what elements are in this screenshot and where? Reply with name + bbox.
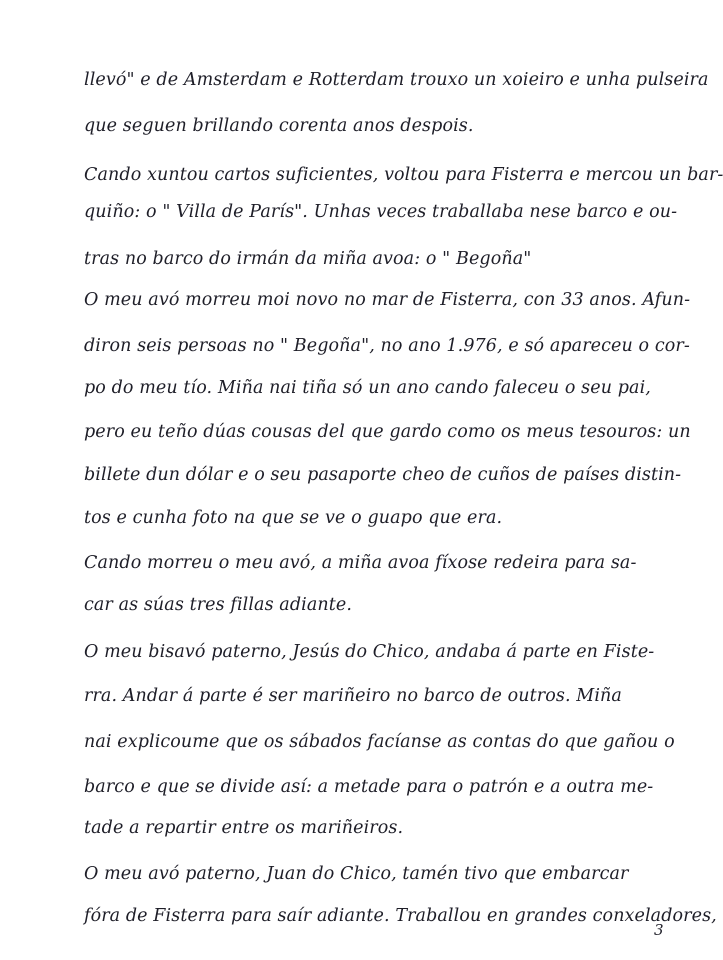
text-line-16: nai explicoume que os sábados facíanse as contas do que gañou o (84, 732, 675, 752)
text-line-8: po do meu tío. Miña nai tiña só un ano cando faleceu o seu pai, (84, 378, 651, 398)
text-line-19: O meu avó paterno, Juan do Chico, tamén tivo que embarcar (84, 864, 629, 884)
text-line-2: que seguen brillando corenta anos despois. (84, 116, 474, 136)
text-line-4: quiño: o " Villa de París". Unhas veces traballaba nese barco e ou- (84, 202, 678, 222)
text-line-20: fóra de Fisterra para saír adiante. Traballou en grandes conxeladores, (84, 906, 717, 926)
text-line-14: O meu bisavó paterno, Jesús do Chico, andaba á parte en Fiste- (84, 642, 655, 662)
text-line-11: tos e cunha foto na que se ve o guapo que era. (84, 508, 503, 528)
text-line-15: rra. Andar á parte é ser mariñeiro no barco de outros. Miña (84, 686, 622, 706)
text-line-10: billete dun dólar e o seu pasaporte cheo de cuños de países distin- (84, 465, 682, 485)
text-line-3: Cando xuntou cartos suficientes, voltou para Fisterra e mercou un bar- (84, 165, 723, 185)
text-line-13: car as súas tres fillas adiante. (84, 595, 352, 615)
text-line-5: tras no barco do irmán da miña avoa: o " Begoña" (84, 249, 532, 269)
text-line-6: O meu avó morreu moi novo no mar de Fisterra, con 33 anos. Afun- (84, 290, 691, 310)
text-line-1: llevó" e de Amsterdam e Rotterdam trouxo un xoieiro e unha pulseira (84, 70, 709, 90)
text-line-17: barco e que se divide así: a metade para o patrón e a outra me- (84, 777, 654, 797)
text-line-9: pero eu teño dúas cousas del que gardo como os meus tesouros: un (84, 422, 691, 442)
text-line-18: tade a repartir entre os mariñeiros. (84, 818, 404, 838)
text-line-7: diron seis persoas no " Begoña", no ano 1.976, e só apareceu o cor- (84, 336, 690, 356)
text-line-12: Cando morreu o meu avó, a miña avoa fíxose redeira para sa- (84, 553, 637, 573)
page-number: 3 (654, 921, 664, 939)
